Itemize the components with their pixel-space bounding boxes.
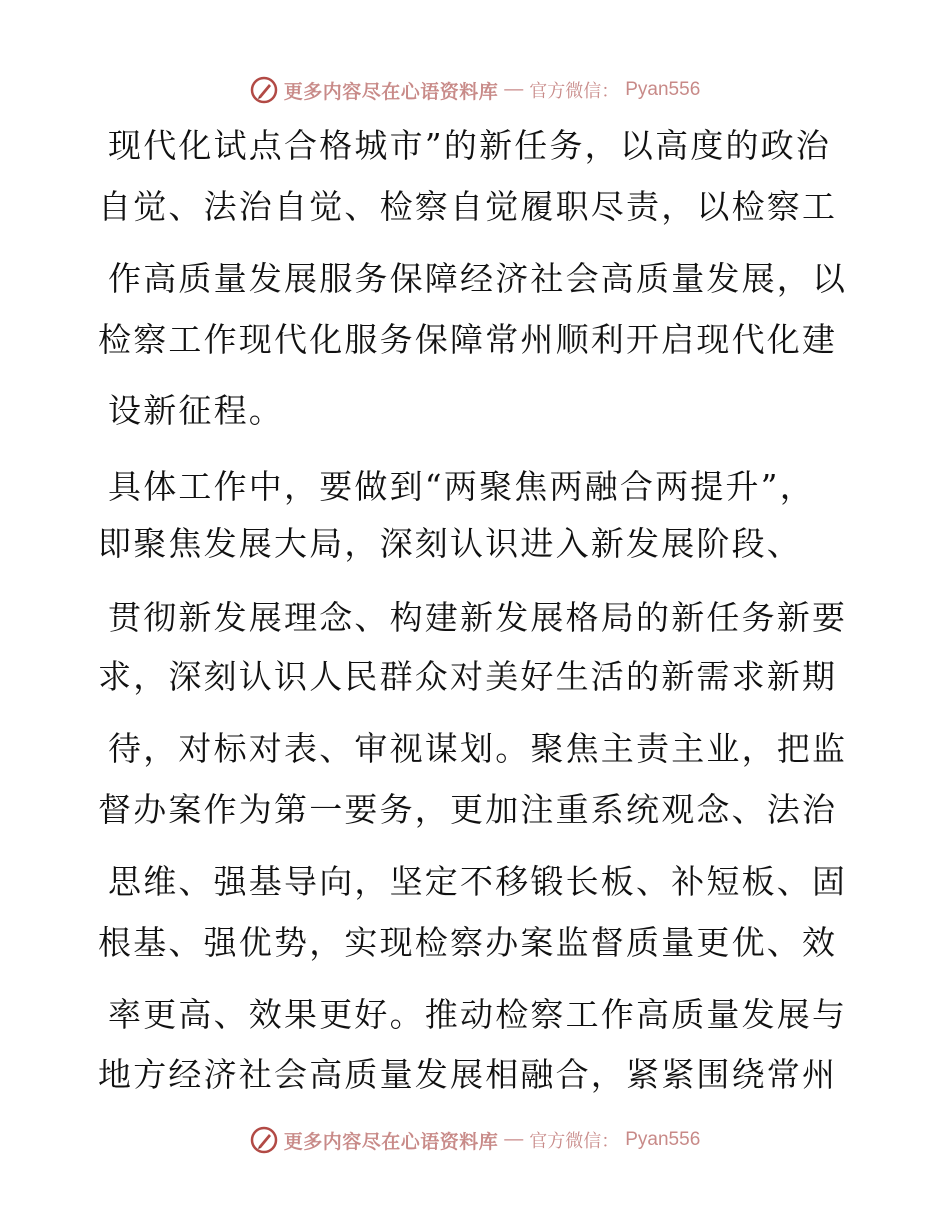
text-line: 具体工作中，要做到“两聚焦两融合两提升”，	[108, 467, 815, 506]
text-line: 即聚焦发展大局，深刻认识进入新发展阶段、	[98, 524, 802, 563]
text-line: 求，深刻认识人民群众对美好生活的新需求新期	[98, 657, 838, 696]
text-line: 率更高、效果更好。推动检察工作高质量发展与	[108, 995, 848, 1034]
text-line: 督办案作为第一要务，更加注重系统观念、法治	[98, 790, 838, 829]
text-line: 现代化试点合格城市”的新任务，以高度的政治	[108, 126, 832, 165]
watermark-text: 更多内容尽在心语资料库	[283, 80, 499, 103]
text-line: 地方经济社会高质量发展相融合，紧紧围绕常州	[98, 1055, 838, 1094]
text-line: 思维、强基导向，坚定不移锻长板、补短板、固	[108, 862, 848, 901]
watermark-wechat-label: 官方微信：	[529, 1131, 620, 1152]
watermark-separator: —	[504, 79, 524, 100]
text-line: 贯彻新发展理念、构建新发展格局的新任务新要	[108, 598, 848, 637]
pen-logo-icon	[250, 1126, 278, 1154]
watermark-separator: —	[504, 1129, 524, 1150]
footer-watermark	[0, 1122, 950, 1158]
header-watermark	[0, 72, 950, 108]
watermark-wechat-id: Pyan556	[625, 79, 701, 100]
watermark-wechat-id: Pyan556	[625, 1129, 701, 1150]
watermark-wechat-label: 官方微信：	[529, 81, 620, 102]
text-line: 设新征程。	[108, 391, 284, 430]
text-line: 根基、强优势，实现检察办案监督质量更优、效	[98, 923, 838, 962]
text-line: 自觉、法治自觉、检察自觉履职尽责，以检察工	[98, 187, 838, 226]
text-line: 检察工作现代化服务保障常州顺利开启现代化建	[98, 320, 838, 359]
text-line: 作高质量发展服务保障经济社会高质量发展，以	[108, 259, 848, 298]
watermark-text: 更多内容尽在心语资料库	[283, 1130, 499, 1153]
text-line: 待，对标对表、审视谋划。聚焦主责主业，把监	[108, 729, 848, 768]
pen-logo-icon	[250, 76, 278, 104]
